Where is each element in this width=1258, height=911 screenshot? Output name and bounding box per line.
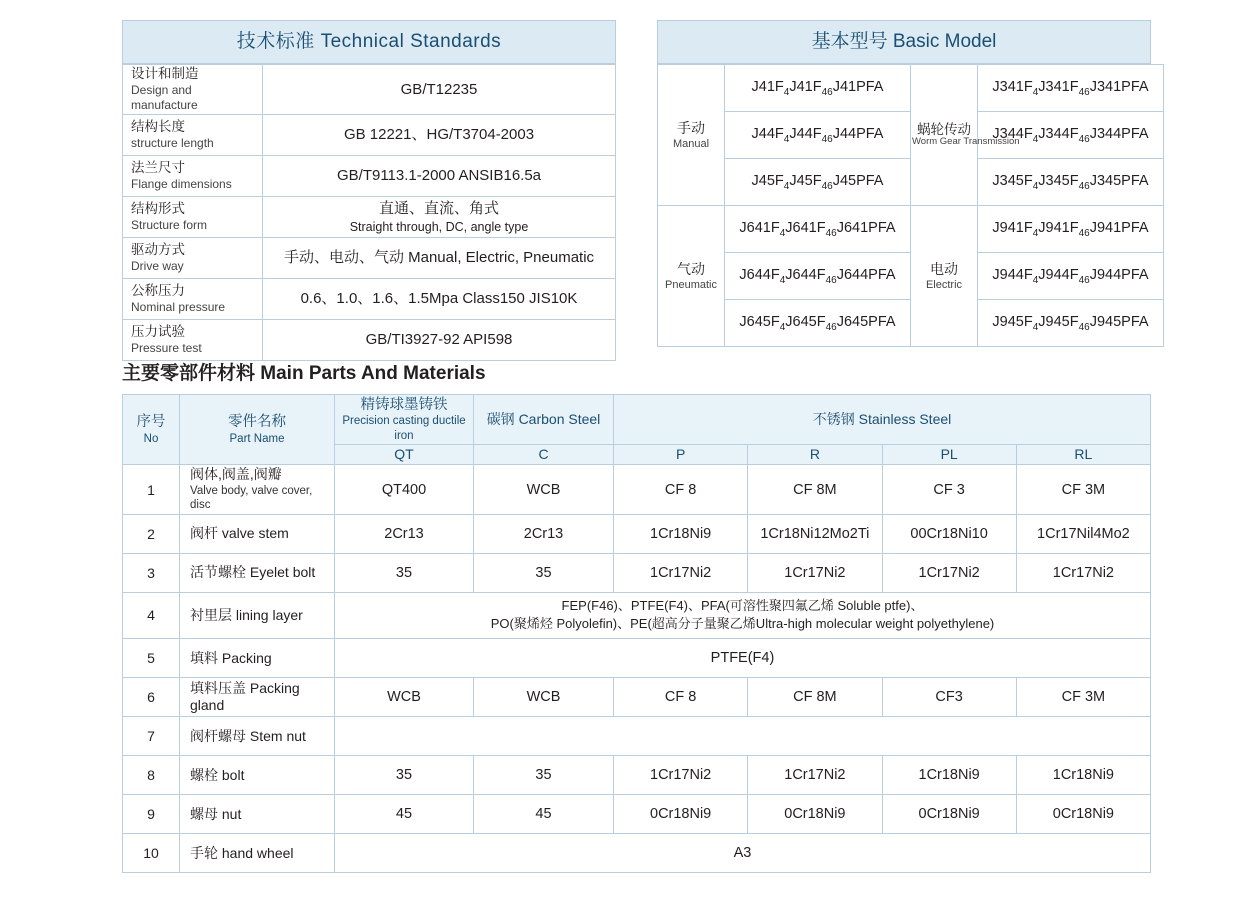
row-part-name: 衬里层 lining layer [180, 592, 335, 639]
drive-cn: 气动 [677, 260, 705, 277]
model-code: $J41F_4J41F_{46}J41PFA$ [725, 65, 911, 112]
table-row [123, 319, 616, 360]
table-row [658, 206, 1164, 253]
cell-c: 35 [474, 756, 614, 795]
row-part-name: 填料压盖 Packing gland [180, 678, 335, 717]
cell-p: 1Cr17Ni2 [614, 553, 748, 592]
ts-label-en: structure length [131, 135, 214, 150]
header-code-qt: QT [335, 444, 474, 465]
ts-label-cell [123, 196, 263, 237]
cell-c: 35 [474, 553, 614, 592]
header-code-pl: PL [882, 444, 1016, 465]
table-header-row [123, 395, 1151, 445]
drive-en: Pneumatic [665, 278, 717, 291]
model-code: $J44F_4J44F_{46}J44PFA$ [725, 112, 911, 159]
ts-label-cn: 驱动方式 [131, 241, 185, 257]
table-row [123, 65, 616, 115]
ts-label-en: Structure form [131, 217, 208, 232]
row-part-name: 阀杆 valve stem [180, 514, 335, 553]
ts-value-cell: GB 12221、HG/T3704-2003 [263, 114, 616, 155]
row-part-name: 螺母 nut [180, 795, 335, 834]
header-qt-cn: 精铸球墨铸铁 [360, 397, 448, 413]
cell-p: 1Cr17Ni2 [614, 756, 748, 795]
ts-label-en: Design and manufacture [131, 82, 198, 112]
basic-model-block [657, 20, 1151, 347]
part-name-cn: 阀体,阀盖,阀瓣 [190, 466, 282, 483]
ts-value-cell: 手动、电动、气动 Manual, Electric, Pneumatic [263, 237, 616, 278]
cell-pl: 1Cr17Ni2 [882, 553, 1016, 592]
cell-rl: 1Cr18Ni9 [1016, 756, 1150, 795]
cell-rl: 0Cr18Ni9 [1016, 795, 1150, 834]
header-ductile-iron [335, 395, 474, 445]
header-code-p: P [614, 444, 748, 465]
header-code-c: C [474, 444, 614, 465]
row-part-name: 手轮 hand wheel [180, 834, 335, 873]
row-no: 7 [123, 717, 180, 756]
table-row [658, 65, 1164, 112]
header-part-name [180, 395, 335, 465]
header-no-cn: 序号 [136, 414, 166, 431]
ts-value-cell: GB/T9113.1-2000 ANSIB16.5a [263, 155, 616, 196]
row-no: 8 [123, 756, 180, 795]
table-row [123, 756, 1151, 795]
cell-r: 1Cr17Ni2 [748, 553, 882, 592]
table-row [123, 592, 1151, 639]
drive-cn: 电动 [930, 260, 958, 277]
row-part-name: 阀杆螺母 Stem nut [180, 717, 335, 756]
cell-r: CF 8M [748, 678, 882, 717]
cell-r: 1Cr18Ni12Mo2Ti [748, 514, 882, 553]
main-parts-table [122, 394, 1151, 873]
ts-label-cn: 设计和制造 [131, 66, 199, 81]
row-part-name: 螺栓 bolt [180, 756, 335, 795]
drive-type-manual [658, 65, 725, 206]
header-code-r: R [748, 444, 882, 465]
row-no: 5 [123, 639, 180, 678]
ts-value-cell: GB/TI3927-92 API598 [263, 319, 616, 360]
table-row [123, 553, 1151, 592]
ts-label-cell [123, 155, 263, 196]
cell-qt: 35 [335, 756, 474, 795]
ts-value-cell: 0.6、1.0、1.6、1.5Mpa Class150 JIS10K [263, 278, 616, 319]
drive-type-worm-gear [911, 65, 1020, 206]
ts-value-cell: GB/T12235 [263, 65, 616, 115]
header-part-cn: 零件名称 [228, 414, 286, 431]
cell-p: 0Cr18Ni9 [614, 795, 748, 834]
table-row [123, 278, 616, 319]
ts-label-cell [123, 278, 263, 319]
cell-pl: 00Cr18Ni10 [882, 514, 1016, 553]
cell-r: 1Cr17Ni2 [748, 756, 882, 795]
row-no: 4 [123, 592, 180, 639]
drive-type-electric [911, 206, 978, 347]
cell-pl: 0Cr18Ni9 [882, 795, 1016, 834]
table-row [123, 717, 1151, 756]
drive-en: Manual [672, 137, 710, 150]
cell-c: WCB [474, 678, 614, 717]
model-code: $J45F_4J45F_{46}J45PFA$ [725, 159, 911, 206]
cell-r: 0Cr18Ni9 [748, 795, 882, 834]
span-line-2: PO(聚烯烃 Polyolefin)、PE(超高分子量聚乙烯Ultra-high molecular weight polyethylene) [490, 616, 995, 632]
ts-label-en: Nominal pressure [131, 299, 226, 314]
row-part-name: 活节螺栓 Eyelet bolt [180, 553, 335, 592]
technical-standards-block [122, 20, 616, 361]
drive-en: Electric [925, 278, 963, 291]
cell-rl: 1Cr17Nil4Mo2 [1016, 514, 1150, 553]
ts-label-cn: 法兰尺寸 [131, 159, 185, 175]
cell-span: A3 [335, 834, 1151, 873]
cell-qt: WCB [335, 678, 474, 717]
row-no: 1 [123, 465, 180, 514]
part-name-en: Valve body, valve cover, disc [190, 484, 313, 512]
model-code: $J945F_4J945F_{46}J945PFA$ [978, 300, 1164, 347]
row-no: 6 [123, 678, 180, 717]
span-line-1: FEP(F46)、PTFE(F4)、PFA(可溶性聚四氟乙烯 Soluble ptfe)、 [561, 597, 924, 613]
header-carbon-steel: 碳钢 Carbon Steel [474, 395, 614, 445]
cell-rl: 1Cr17Ni2 [1016, 553, 1150, 592]
table-row [123, 114, 616, 155]
cell-qt: 2Cr13 [335, 514, 474, 553]
table-row [123, 237, 616, 278]
cell-p: CF 8 [614, 465, 748, 514]
model-code: $J345F_4J345F_{46}J345PFA$ [978, 159, 1164, 206]
cell-span [335, 592, 1151, 639]
model-code: $J941F_4J941F_{46}J941PFA$ [978, 206, 1164, 253]
cell-pl: 1Cr18Ni9 [882, 756, 1016, 795]
table-row [123, 795, 1151, 834]
ts-label-cell [123, 319, 263, 360]
ts-label-cn: 公称压力 [131, 282, 185, 298]
basic-model-title: 基本型号 Basic Model [657, 20, 1151, 64]
technical-standards-table [122, 64, 616, 361]
ts-label-cell [123, 237, 263, 278]
technical-standards-title: 技术标准 Technical Standards [122, 20, 616, 64]
cell-p: CF 8 [614, 678, 748, 717]
row-no: 3 [123, 553, 180, 592]
ts-value-line1: 直通、直流、角式 [378, 200, 499, 217]
header-stainless-steel: 不锈钢 Stainless Steel [614, 395, 1151, 445]
ts-label-cn: 结构形式 [131, 200, 185, 216]
model-code: $J645F_4J645F_{46}J645PFA$ [725, 300, 911, 347]
main-parts-title: 主要零部件材料 Main Parts And Materials [122, 363, 486, 384]
model-code: $J644F_4J644F_{46}J644PFA$ [725, 253, 911, 300]
table-row [123, 514, 1151, 553]
table-row [123, 678, 1151, 717]
model-code: $J641F_4J641F_{46}J641PFA$ [725, 206, 911, 253]
cell-c: 2Cr13 [474, 514, 614, 553]
ts-label-cell [123, 114, 263, 155]
table-row [123, 196, 616, 237]
table-row [123, 834, 1151, 873]
row-no: 2 [123, 514, 180, 553]
row-part-name [180, 465, 335, 514]
cell-rl: CF 3M [1016, 465, 1150, 514]
cell-span: PTFE(F4) [335, 639, 1151, 678]
table-row [123, 465, 1151, 514]
ts-value-cell [263, 196, 616, 237]
row-no: 10 [123, 834, 180, 873]
table-row [123, 639, 1151, 678]
header-no-en: No [143, 432, 159, 445]
basic-model-table [657, 64, 1164, 347]
cell-r: CF 8M [748, 465, 882, 514]
ts-label-cn: 压力试验 [131, 323, 185, 339]
drive-cn: 蜗轮传动 [917, 121, 971, 137]
row-part-name: 填料 Packing [180, 639, 335, 678]
drive-cn: 手动 [677, 119, 705, 136]
ts-label-en: Pressure test [131, 340, 202, 355]
drive-en: Worm Gear Transmission [912, 136, 1020, 148]
ts-label-en: Flange dimensions [131, 176, 232, 191]
cell-pl: CF3 [882, 678, 1016, 717]
cell-span [335, 717, 1151, 756]
header-part-en: Part Name [229, 432, 285, 445]
header-no [123, 395, 180, 465]
cell-qt: 35 [335, 553, 474, 592]
table-row [123, 155, 616, 196]
cell-qt: 45 [335, 795, 474, 834]
cell-qt: QT400 [335, 465, 474, 514]
ts-label-cn: 结构长度 [131, 118, 185, 134]
model-code: $J344F_4J344F_{46}J344PFA$ [978, 112, 1164, 159]
header-code-rl: RL [1016, 444, 1150, 465]
cell-pl: CF 3 [882, 465, 1016, 514]
ts-label-cell [123, 65, 263, 115]
ts-label-en: Drive way [131, 258, 184, 273]
model-code: $J944F_4J944F_{46}J944PFA$ [978, 253, 1164, 300]
cell-rl: CF 3M [1016, 678, 1150, 717]
model-code: $J341F_4J341F_{46}J341PFA$ [978, 65, 1164, 112]
drive-type-pneumatic [658, 206, 725, 347]
main-parts-block [122, 394, 1151, 873]
row-no: 9 [123, 795, 180, 834]
header-qt-en: Precision casting ductile iron [342, 415, 466, 442]
cell-c: WCB [474, 465, 614, 514]
cell-c: 45 [474, 795, 614, 834]
ts-value-line2: Straight through, DC, angle type [349, 219, 529, 234]
cell-p: 1Cr18Ni9 [614, 514, 748, 553]
